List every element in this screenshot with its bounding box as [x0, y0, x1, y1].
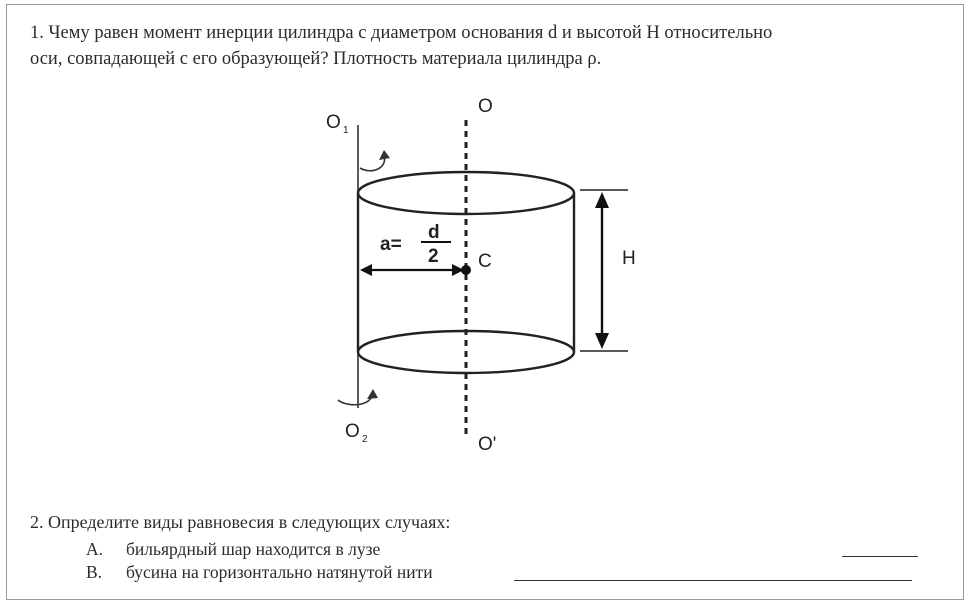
radius-numerator: d	[428, 222, 440, 243]
option-b	[86, 562, 433, 583]
center-label: C	[478, 251, 492, 272]
option-a-text: бильярдный шар находится в лузе	[126, 539, 381, 559]
radius-arrow-left-head	[360, 264, 372, 276]
question-1-line-1: 1. Чему равен момент инерции цилиндра с диаметром основания d и высотой H относительно	[30, 23, 773, 43]
option-b-label: B.	[86, 562, 103, 582]
axis-bottom-label: O'	[478, 434, 497, 455]
axis-o2-label: O	[345, 421, 360, 442]
height-label: H	[622, 248, 636, 269]
bottom-rotation-arrowhead	[367, 389, 378, 399]
answer-blank-b[interactable]	[514, 580, 912, 581]
question-1-line-2: оси, совпадающей с его образующей? Плотность материала цилиндра ρ.	[30, 49, 602, 69]
axis-o1-subscript: 1	[343, 125, 349, 136]
radius-lhs-label: a=	[380, 234, 402, 255]
axis-o1-label: O	[326, 112, 341, 133]
height-arrow-top-head	[595, 192, 609, 208]
bottom-rotation-arrow	[338, 395, 372, 405]
center-point-c	[461, 265, 471, 275]
option-a	[86, 539, 380, 560]
axis-top-label: O	[478, 96, 493, 117]
option-a-label: A.	[86, 539, 104, 559]
height-arrow-bottom-head	[595, 333, 609, 349]
axis-o2-subscript: 2	[362, 434, 368, 445]
option-b-text: бусина на горизонтально натянутой нити	[126, 562, 433, 582]
question-2-title: 2. Определите виды равновесия в следующих случаях:	[30, 512, 451, 532]
top-rotation-arrowhead	[379, 150, 390, 160]
answer-blank-a[interactable]	[842, 556, 918, 557]
radius-denominator: 2	[428, 246, 439, 267]
